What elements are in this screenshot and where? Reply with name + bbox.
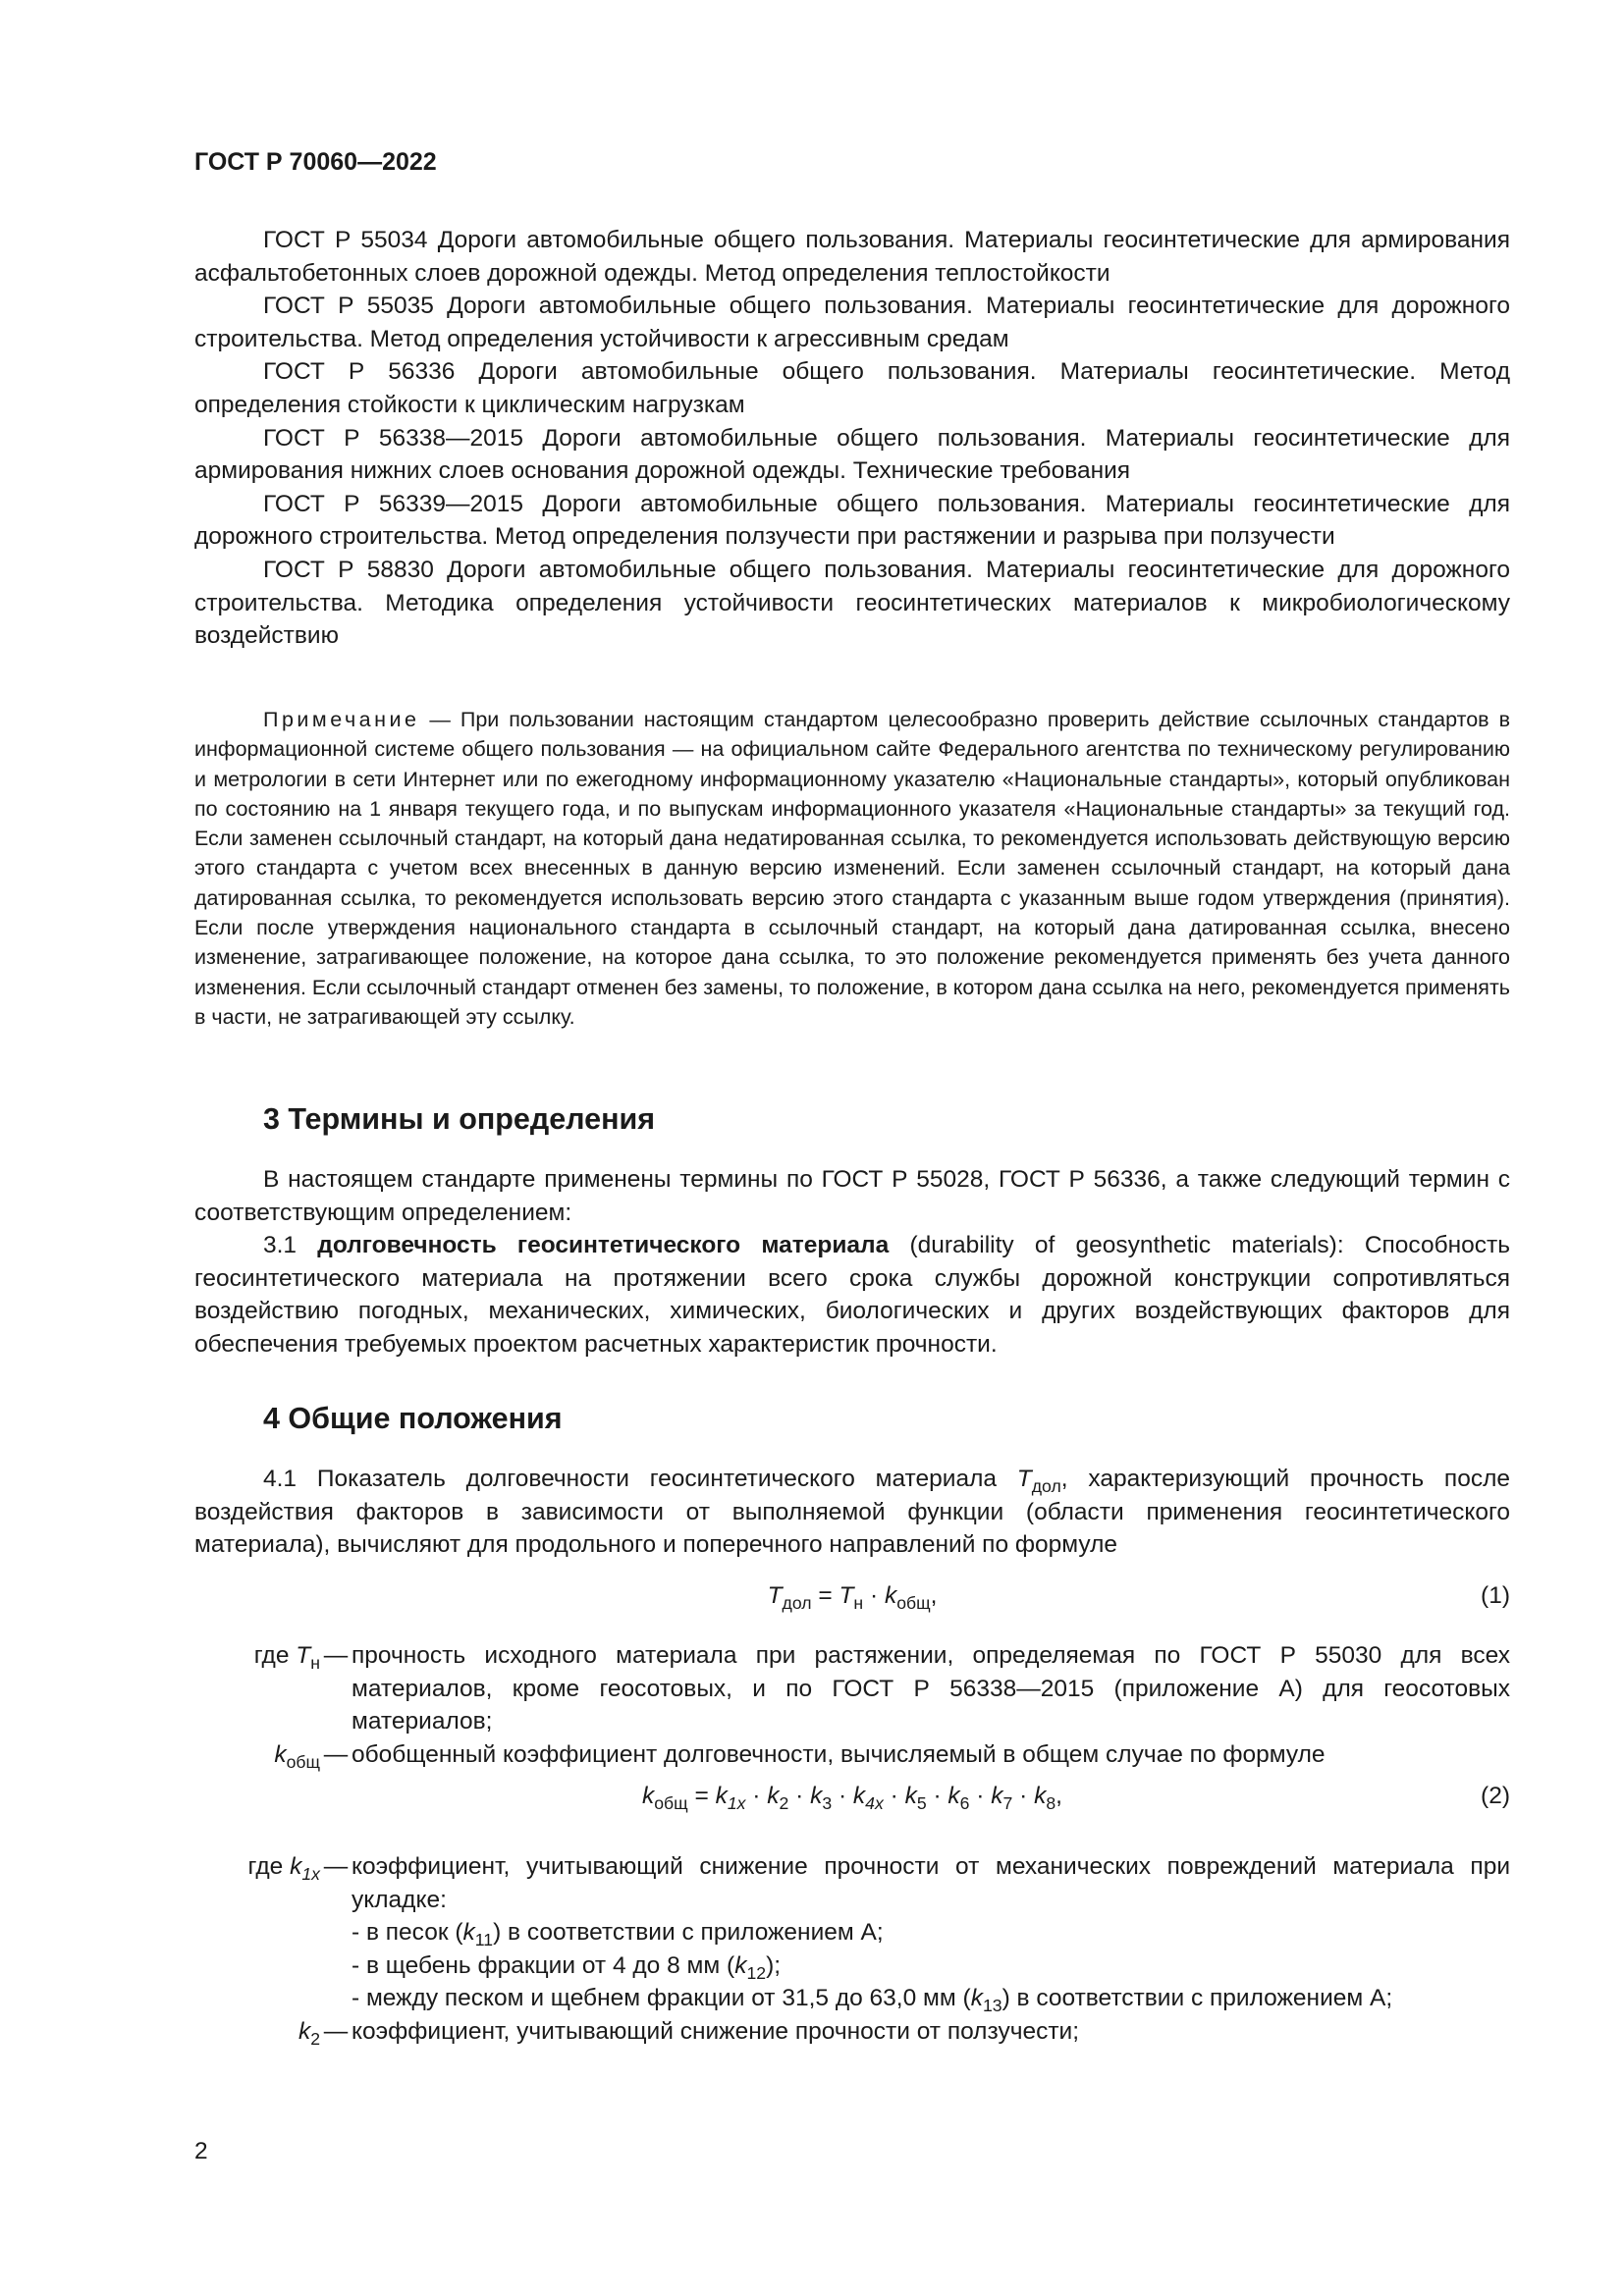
- formula-factor: k: [991, 1783, 1003, 1809]
- list-item: - между песком и щебнем фракции от 31,5 до 63,0 мм $(k_{13})$ в соответствии с приложением А;: [352, 1985, 1393, 2016]
- formula-factor: k: [904, 1783, 917, 1809]
- formula-factor: k: [947, 1783, 960, 1809]
- definition-text: обобщенный коэффициент долговечности, вычисляемый в общем случае по формуле: [352, 1740, 1326, 1768]
- formula-1-expression: $T_{дол} = T_н \cdot k_{общ}$,: [767, 1582, 938, 1614]
- definition-text: коэффициент, учитывающий снижение прочности от ползучести;: [352, 2017, 1080, 2045]
- formula-factor: k: [810, 1783, 823, 1809]
- definition-symbol: где $k_{1x}$: [247, 1853, 320, 1885]
- definition-text: коэффициент, учитывающий снижение прочности от механических повреждений материала при укладке: - в песок $(k_{11})$ в соответствии с приложением А; - в щебень фракции от 4 до 8 мм $(k_{12})$; - между песком и щебнем фракции от 31,5 до 63,0 мм $(k_{13})$ в соответствии с приложением А;: [352, 1853, 1510, 2016]
- definition-row: $k_{общ}$ — обобщенный коэффициент долговечности, вычисляемый в общем случае по формуле: [194, 1738, 1510, 1772]
- formula-factor: k: [1034, 1783, 1047, 1809]
- section-3-body: [194, 1163, 1510, 1362]
- reference-item: ГОСТ Р 55035 Дороги автомобильные общего пользования. Материалы геосинтетические для дорожного строительства. Метод определения устойчивости к агрессивным средам: [194, 293, 1510, 352]
- formula-factor: k: [767, 1783, 780, 1809]
- list-item: - в песок $(k_{11})$ в соответствии с приложением А;: [352, 1919, 884, 1950]
- definition-symbol: $k_2$: [298, 2017, 320, 2050]
- term-definition-text: (durability of geosynthetic materials): Способность геосинтетического материала на протяжении всего срока службы дорожной конструкции сопротивляться воздействию погодных, механических, химических, биологических и других воздействующих факторов для обеспечения требуемых проектом расчетных характеристик прочности.: [194, 1232, 1511, 1358]
- term-definition: [194, 1229, 1510, 1361]
- formula-factor: k: [715, 1783, 728, 1809]
- formula-1-definitions: [194, 1639, 1510, 1771]
- document-header: ГОСТ Р 70060—2022: [194, 148, 437, 176]
- list-item: - в щебень фракции от 4 до 8 мм $(k_{12})$;: [352, 1951, 782, 1983]
- definition-symbol: где $T_н$: [253, 1642, 320, 1674]
- formula-factor: k: [852, 1783, 866, 1809]
- paragraph-4-1: 4.1 Показатель долговечности геосинтетического материала $T_{дол}$, характеризующий прочность после воздействия факторов в зависимости от выполняемой функции (области применения геосинтетического материала), вычисляют для продольного и поперечного направлений по формуле: [194, 1466, 1510, 1559]
- section-4-body: [194, 1463, 1510, 1562]
- note-text: — При пользовании настоящим стандартом целесообразно проверить действие ссылочных стандартов в информационной системе общего пользования — на официальном сайте Федерального агентства по техническому регулированию и метрологии в сети Интернет или по ежегодному информационному указателю «Национальные стандарты», который опубликован по состоянию на 1 января текущего года, и по выпускам информационного указателя «Национальные стандарты» за текущий год. Если заменен ссылочный стандарт, на который дана недатированная ссылка, то рекомендуется использовать действующую версию этого стандарта с учетом всех внесенных в данную версию изменений. Если заменен ссылочный стандарт, на который дана датированная ссылка, то рекомендуется использовать версию этого стандарта с указанным выше годом утверждения (принятия). Если после утверждения национального стандарта в ссылочный стандарт, на который дана датированная ссылка, внесено изменение, затрагивающее положение, на которое дана ссылка, то это положение рекомендуется применять без учета данного изменения. Если ссылочный стандарт отменен без замены, то положение, в котором дана ссылка на него, рекомендуется применять в части, не затрагивающей эту ссылку.: [194, 708, 1510, 1029]
- formula-2-definitions: [194, 1850, 1510, 2049]
- section-3-intro: В настоящем стандарте применены термины по ГОСТ Р 55028, ГОСТ Р 56336, а также следующий термин с соответствующим определением:: [194, 1166, 1510, 1226]
- reference-item: ГОСТ Р 58830 Дороги автомобильные общего пользования. Материалы геосинтетические для дорожного строительства. Методика определения устойчивости геосинтетических материалов к микробиологическому воздействию: [194, 556, 1510, 650]
- definition-row: где $T_н$ — прочность исходного материала при растяжении, определяемая по ГОСТ Р 55030 для всех материалов, кроме геосотовых, и по ГОСТ Р 56338—2015 (приложение А) для геосотовых материалов;: [194, 1639, 1510, 1738]
- reference-item: ГОСТ Р 55034 Дороги автомобильные общего пользования. Материалы геосинтетические для армирования асфальтобетонных слоев дорожной одежды. Метод определения теплостойкости: [194, 227, 1510, 287]
- note-paragraph: [194, 705, 1510, 1032]
- term-name: долговечность геосинтетического материала: [317, 1232, 890, 1259]
- normative-references: [194, 224, 1510, 653]
- definition-text: прочность исходного материала при растяжении, определяемая по ГОСТ Р 55030 для всех материалов, кроме геосотовых, и по ГОСТ Р 56338—2015 (приложение А) для геосотовых материалов;: [352, 1642, 1510, 1735]
- definition-row: $k_2$ — коэффициент, учитывающий снижение прочности от ползучести;: [194, 2015, 1510, 2049]
- formula-2-expression: $k_{общ} = k_{1x} \cdot k_2 \cdot k_3 \cdot k_{4x} \cdot k_5 \cdot k_6 \cdot k_7 \cdot k_8$,: [642, 1783, 1062, 1814]
- term-number: 3.1: [263, 1232, 318, 1259]
- section-3-heading: 3 Термины и определения: [263, 1102, 656, 1136]
- definition-symbol: $k_{общ}$: [274, 1740, 320, 1772]
- reference-item: ГОСТ Р 56336 Дороги автомобильные общего пользования. Материалы геосинтетические. Метод определения стойкости к циклическим нагрузкам: [194, 358, 1510, 418]
- reference-item: ГОСТ Р 56338—2015 Дороги автомобильные общего пользования. Материалы геосинтетические для армирования нижних слоев основания дорожной одежды. Технические требования: [194, 424, 1510, 485]
- section-4-heading: 4 Общие положения: [263, 1402, 563, 1435]
- formula-1-number: (1): [1481, 1582, 1510, 1609]
- reference-item: ГОСТ Р 56339—2015 Дороги автомобильные общего пользования. Материалы геосинтетические для дорожного строительства. Метод определения ползучести при растяжении и разрыва при ползучести: [194, 490, 1510, 551]
- page-number: 2: [194, 2138, 208, 2164]
- definition-row: где $k_{1x}$ — коэффициент, учитывающий снижение прочности от механических повреждений материала при укладке: - в песок $(k_{11})$ в соответствии с приложением А; - в щебень фракции от 4 до 8 мм $(k_{12})$; - между песком и щебнем фракции от 31,5 до 63,0 мм $(k_{13})$ в соответствии с приложением А;: [194, 1850, 1510, 2015]
- formula-2-number: (2): [1481, 1783, 1510, 1809]
- note-label: Примечание: [263, 708, 420, 731]
